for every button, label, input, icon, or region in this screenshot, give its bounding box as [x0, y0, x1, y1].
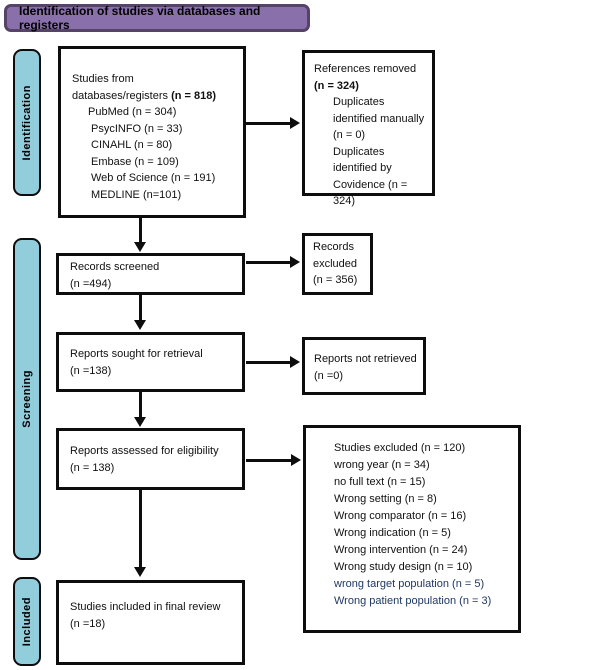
- exclusion-reason: no full text (n = 15): [334, 476, 426, 489]
- exclusion-reason: Wrong study design (n = 10): [334, 561, 473, 574]
- box-count: (n =138): [70, 364, 112, 377]
- exclusion-reason-highlighted: Wrong patient population (n = 3): [334, 595, 492, 608]
- exclusion-reason: Wrong comparator (n = 16): [334, 510, 467, 523]
- box-title: Reports not retrieved: [314, 353, 417, 365]
- stage-bar-screening: [13, 238, 41, 560]
- header-title: Identification of studies via databases and registers: [19, 4, 261, 32]
- box-records-excluded: [302, 233, 373, 295]
- database-count: MEDLINE (n=101): [91, 188, 182, 201]
- box-records-screened: [56, 253, 245, 295]
- stage-label-screening: Screening: [21, 370, 33, 428]
- database-count: CINAHL (n = 80): [91, 139, 173, 151]
- arrow-studies-to-references-removed: [246, 122, 291, 125]
- exclusion-reason: wrong year (n = 34): [334, 459, 430, 472]
- stage-label-identification: Identification: [21, 84, 33, 161]
- box-reports-not-retrieved: [302, 337, 426, 395]
- box-title: References removed: [314, 63, 417, 75]
- database-count: PsycINFO (n = 33): [91, 122, 183, 135]
- box-count: (n =494): [70, 277, 112, 290]
- box-reports-sought: [56, 332, 245, 392]
- arrow-sought-to-reports-assessed: [139, 392, 142, 418]
- removal-reason: Duplicates identified by Covidence (n = 324): [333, 145, 408, 207]
- box-title: databases/registers (n = 818): [72, 89, 216, 102]
- box-title: Reports sought for retrieval: [70, 348, 203, 360]
- box-title: Reports assessed for eligibility: [70, 445, 219, 457]
- arrow-studies-to-records-screened: [139, 218, 142, 243]
- exclusion-reason: Wrong indication (n = 5): [334, 527, 451, 540]
- exclusion-reason: Wrong setting (n = 8): [334, 493, 437, 506]
- database-count: PubMed (n = 304): [88, 106, 177, 118]
- box-reports-assessed: [56, 428, 245, 490]
- arrow-screened-to-reports-sought: [139, 295, 142, 321]
- exclusion-reason: Studies excluded (n = 120): [334, 442, 466, 454]
- box-count: (n = 356): [313, 274, 358, 286]
- arrow-sought-to-not-retrieved: [246, 361, 291, 364]
- box-count: (n =18): [70, 617, 106, 630]
- database-count: Web of Science (n = 191): [91, 172, 216, 184]
- box-references-removed: [302, 50, 435, 207]
- box-count: (n = 138): [70, 461, 115, 474]
- box-title: Records excluded: [313, 241, 358, 270]
- box-title: Studies included in final review: [70, 601, 221, 613]
- exclusion-reason-highlighted: wrong target population (n = 5): [334, 578, 485, 591]
- box-studies-excluded: [303, 425, 521, 633]
- stage-label-included: Included: [21, 596, 33, 647]
- box-count: (n =0): [314, 369, 344, 382]
- box-studies-included: [56, 580, 245, 665]
- removal-reason: Duplicates identified manually (n = 0): [333, 96, 425, 141]
- box-title: (n = 324): [314, 79, 359, 92]
- arrow-screened-to-records-excluded: [246, 261, 291, 264]
- stage-bar-identification: [13, 49, 41, 196]
- header-banner: [4, 4, 310, 32]
- box-title: Studies from: [72, 73, 134, 85]
- box-title: Records screened: [70, 261, 160, 273]
- arrow-assessed-to-studies-excluded: [246, 459, 292, 462]
- stage-bar-included: [13, 577, 41, 666]
- arrow-assessed-to-studies-included: [139, 490, 142, 568]
- exclusion-reason: Wrong intervention (n = 24): [334, 544, 468, 557]
- box-studies-from-databases: [58, 46, 246, 218]
- database-count: Embase (n = 109): [91, 155, 179, 168]
